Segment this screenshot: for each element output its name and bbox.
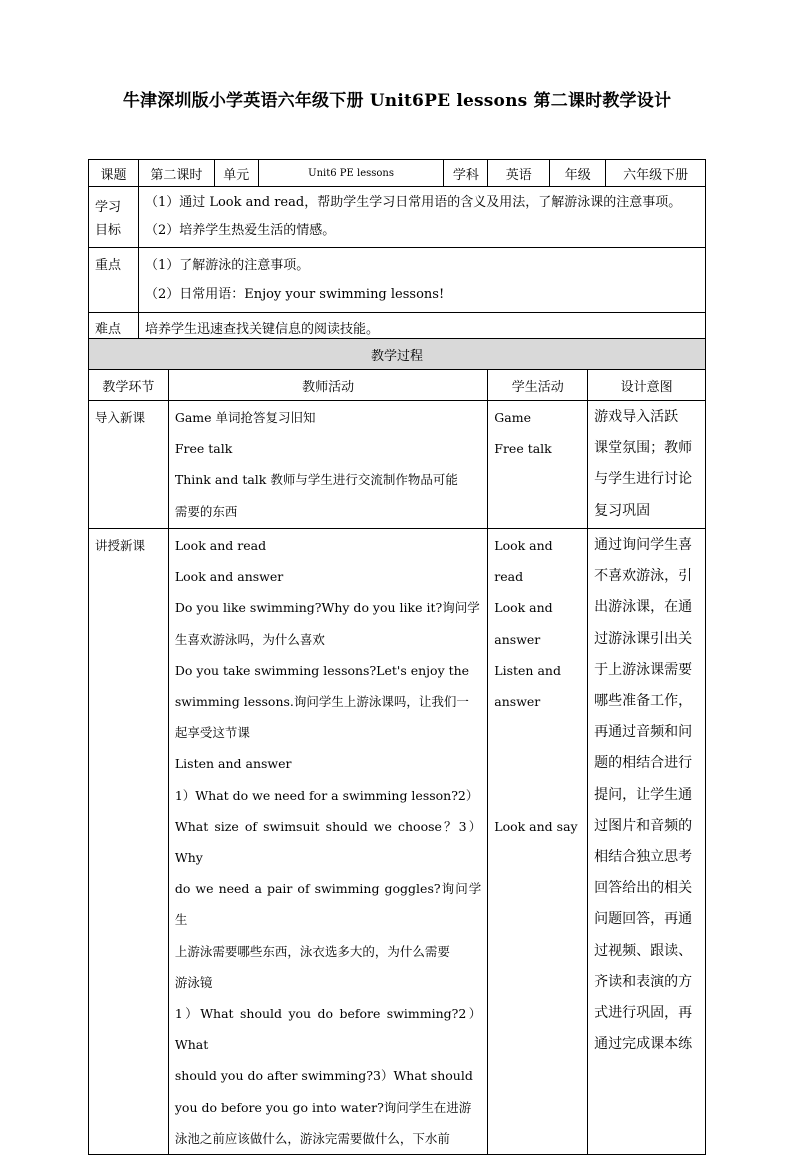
teacher-intro: Game 单词抢答复习旧知 Free talk Think and talk 教师与学生进行交流制作物品可能 需要的东西 — [168, 401, 487, 529]
stage-new: 讲授新课 — [89, 529, 169, 1155]
goal-content — [138, 187, 705, 248]
key-label: 重点 — [89, 248, 139, 313]
goal-label: 学习 目标 — [89, 187, 139, 248]
subject-value: 英语 — [488, 160, 550, 187]
student-intro: Game Free talk — [488, 401, 588, 529]
purpose-new: 通过询问学生喜 不喜欢游泳，引 出游泳课，在通 过游泳课引出关 于上游泳课需要 哪些准备工作， 再通过音频和问 题的相结合进行 提问，让学生通 过图片和音频的 相结合独立思考 回答给出的相关 问题回答，再通 过视频、跟读、 齐读和表演的方 式进行巩固，再 通过完成课本练 — [588, 529, 706, 1155]
process-heading: 教学过程 — [89, 339, 706, 370]
topic-value: 第二课时 — [138, 160, 214, 187]
key-content — [138, 248, 705, 313]
document-title: 牛津深圳版小学英语六年级下册 Unit6PE lessons 第二课时教学设计 — [122, 91, 672, 111]
teacher-new: Look and read Look and answer Do you like swimming?Why do you like it?询问学 生喜欢游泳吗，为什么喜欢 Do you take swimming lessons?Let's enjoy the swimming lessons.询问学生上游泳课吗，让我们一 起享受这节课 Listen and answer 1）What do we need for a swimming lesson?2） What size of swimsuit should we choose？3）Why do we need a pair of swimming goggles?询问学生 上游泳需要哪些东西，泳衣选多大的，为什么需要 游泳镜 1）What should you do before swimming?2）What should you do after swimming?3）What should you do before you go into water?询问学生在进游 泳池之前应该做什么，游泳完需要做什么，下水前 — [168, 529, 487, 1155]
subject-label: 学科 — [444, 160, 488, 187]
difficulty-label: 难点 — [89, 313, 139, 342]
goal-2: （2）培养学生热爱生活的情感。 — [144, 223, 336, 238]
stage-intro: 导入新课 — [89, 401, 169, 529]
col-teacher-header: 教师活动 — [168, 370, 487, 401]
col-student-header: 学生活动 — [488, 370, 588, 401]
difficulty-content: 培养学生迅速查找关键信息的阅读技能。 — [138, 313, 705, 342]
col-purpose-header: 设计意图 — [588, 370, 706, 401]
process-table — [88, 338, 706, 1155]
grade-label: 年级 — [550, 160, 606, 187]
key-2: （2）日常用语：Enjoy your swimming lessons! — [144, 287, 445, 302]
unit-value: Unit6 PE lessons — [258, 160, 444, 187]
info-table — [88, 159, 706, 342]
col-stage-header: 教学环节 — [89, 370, 169, 401]
topic-label: 课题 — [89, 160, 139, 187]
key-1: （1）了解游泳的注意事项。 — [144, 258, 310, 273]
goal-1: （1）通过 Look and read，帮助学生学习日常用语的含义及用法，了解游泳课的注意事项。 — [144, 195, 682, 210]
unit-label: 单元 — [214, 160, 258, 187]
student-new: Look and read Look and answer Listen and answer Look and say — [488, 529, 588, 1155]
purpose-intro: 游戏导入活跃 课堂氛围；教师 与学生进行讨论 复习巩固 — [588, 401, 706, 529]
grade-value: 六年级下册 — [606, 160, 706, 187]
